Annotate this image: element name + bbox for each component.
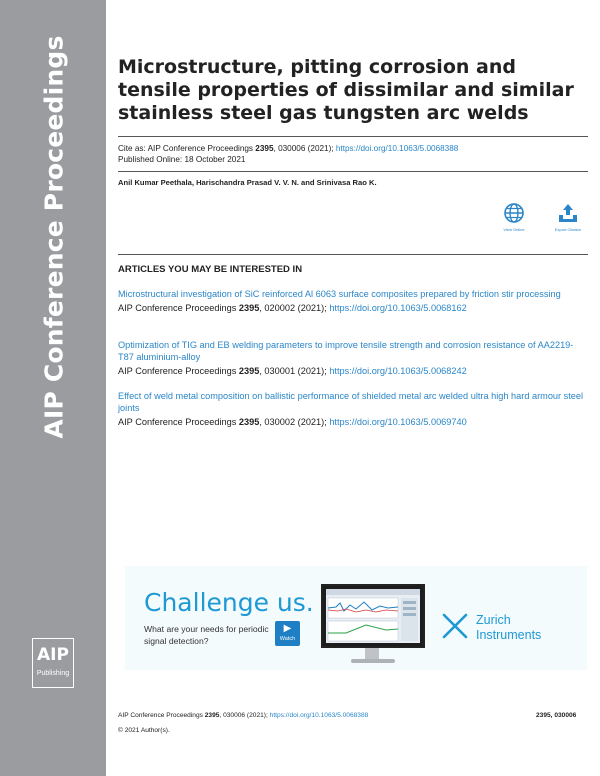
- brand-line: Instruments: [476, 628, 542, 642]
- ad-banner[interactable]: [125, 566, 587, 670]
- monitor-base: [351, 659, 395, 663]
- export-citation-label: Export Citation: [554, 227, 582, 232]
- divider: [118, 136, 588, 137]
- authors: Anil Kumar Peethala, Harischandra Prasad V. V. N. and Srinivasa Rao K.: [118, 178, 377, 187]
- related-article: [118, 288, 588, 315]
- related-doi-link[interactable]: https://doi.org/10.1063/5.0069740: [329, 417, 467, 427]
- screen-content: [326, 589, 420, 643]
- copyright: © 2021 Author(s).: [118, 727, 170, 734]
- related-ref-rest: , 030002 (2021);: [259, 417, 330, 427]
- doi-link[interactable]: https://doi.org/10.1063/5.0068388: [335, 144, 459, 153]
- related-ref-rest: , 020002 (2021);: [259, 303, 330, 313]
- related-article-title[interactable]: Microstructural investigation of SiC reinforced Al 6063 surface composites prepared by friction stir processing: [118, 289, 561, 299]
- published-date: Published Online: 18 October 2021: [118, 155, 246, 164]
- related-article: [118, 339, 588, 378]
- related-doi-link[interactable]: https://doi.org/10.1063/5.0068242: [329, 366, 467, 376]
- related-ref-prefix: AIP Conference Proceedings: [118, 303, 239, 313]
- paper-title: Microstructure, pitting corrosion and tensile properties of dissimilar and similar stainless steel gas tungsten arc welds: [118, 56, 574, 124]
- related-article-title[interactable]: Effect of weld metal composition on ballistic performance of shielded metal arc welded ultra high hard armour steel joints: [118, 391, 584, 413]
- series-title: AIP Conference Proceedings: [39, 35, 69, 439]
- divider: [118, 254, 588, 255]
- view-online-button[interactable]: [496, 202, 532, 232]
- related-ref-rest: , 030001 (2021);: [259, 366, 330, 376]
- cite-volume: 2395: [255, 144, 274, 153]
- related-article-title[interactable]: Optimization of TIG and EB welding parameters to improve tensile strength and corrosion resistance of AA2219-T87 aluminium-alloy: [118, 340, 574, 362]
- cite-prefix: Cite as: AIP Conference Proceedings: [118, 144, 256, 153]
- related-ref-prefix: AIP Conference Proceedings: [118, 366, 239, 376]
- monitor-screen: [321, 584, 425, 648]
- footer-ref-prefix: AIP Conference Proceedings: [118, 712, 205, 719]
- related-ref-volume: 2395: [238, 417, 260, 427]
- cite-rest: , 030006 (2021);: [273, 144, 336, 153]
- sidebar: [0, 0, 106, 776]
- globe-icon: [503, 202, 525, 224]
- footer-citation: [118, 712, 368, 719]
- footer-page-ref: 2395, 030006: [536, 712, 577, 719]
- zurich-instruments-logo-icon: [441, 612, 469, 640]
- brand-line: Zurich: [476, 613, 511, 627]
- aip-publishing-logo[interactable]: [32, 638, 74, 688]
- export-icon: [557, 202, 579, 224]
- watch-label: Watch: [279, 636, 296, 642]
- signal-plot-icon: [326, 589, 420, 643]
- watch-button[interactable]: [275, 621, 300, 646]
- logo-text: AIP: [37, 645, 69, 665]
- related-heading: ARTICLES YOU MAY BE INTERESTED IN: [118, 264, 303, 275]
- play-icon: ▶: [283, 623, 292, 634]
- ad-headline: Challenge us.: [144, 588, 314, 617]
- monitor-image: [321, 584, 425, 666]
- related-ref-prefix: AIP Conference Proceedings: [118, 417, 239, 427]
- ad-subtext: What are your needs for periodic signal detection?: [144, 624, 269, 646]
- footer-ref-rest: , 030006 (2021);: [219, 712, 270, 719]
- brand-name: [476, 613, 541, 643]
- footer-doi-link[interactable]: https://doi.org/10.1063/5.0068388: [269, 712, 369, 719]
- related-article: [118, 390, 588, 429]
- logo-subtext: Publishing: [36, 670, 70, 677]
- related-ref-volume: 2395: [238, 303, 260, 313]
- related-ref-volume: 2395: [238, 366, 260, 376]
- citation-block: [118, 143, 458, 165]
- footer-ref-volume: 2395: [204, 712, 220, 719]
- view-online-label: View Online: [503, 227, 525, 232]
- export-citation-button[interactable]: [550, 202, 586, 232]
- divider: [118, 171, 588, 172]
- related-doi-link[interactable]: https://doi.org/10.1063/5.0068162: [329, 303, 467, 313]
